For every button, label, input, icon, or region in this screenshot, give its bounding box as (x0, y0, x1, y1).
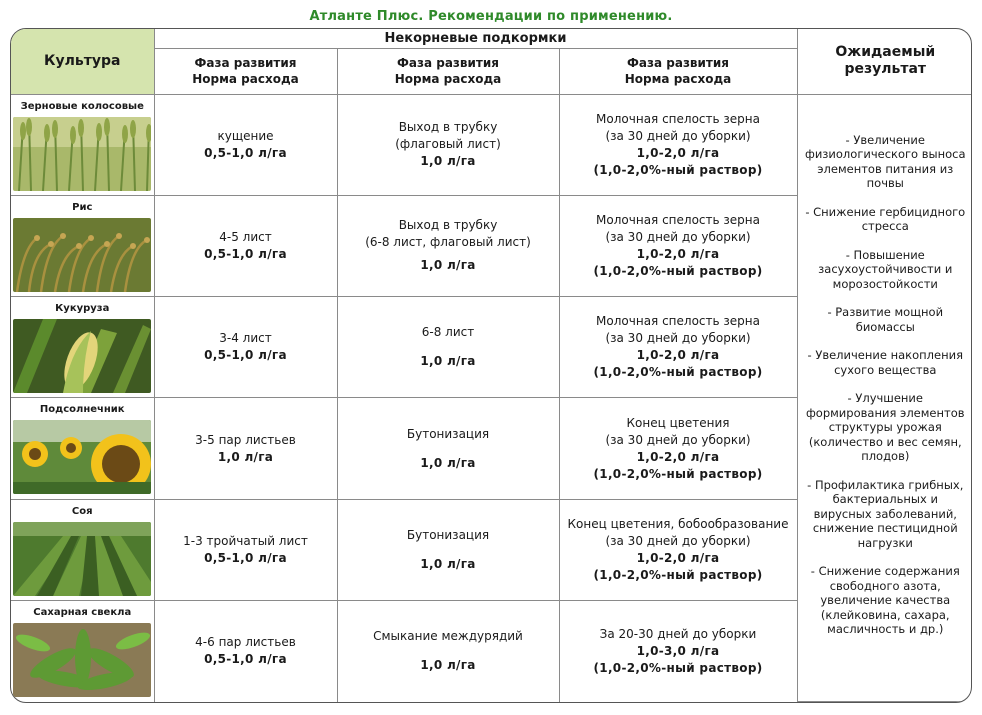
recommendations-table (11, 29, 972, 702)
result-item: - Увеличение физиологического выноса элементов питания из почвы (805, 132, 966, 190)
result-item: - Снижение гербицидного стресса (805, 204, 966, 233)
phase-1-cell: 3-4 лист 0,5-1,0 л/га (154, 297, 337, 398)
crop-cell (11, 499, 154, 600)
crop-name: Подсолнечник (39, 404, 125, 416)
crop-name: Кукуруза (55, 303, 110, 315)
table-row-grain (11, 94, 972, 195)
crop-cell (11, 297, 154, 398)
crop-name: Зерновые колосовые (20, 100, 144, 112)
crop-cell (11, 195, 154, 296)
phase-3-cell: Конец цветения, бобообразование (за 30 дней до уборки) 1,0-2,0 л/га (1,0-2,0%-ный раствор) (559, 499, 797, 600)
phase-3-cell: Молочная спелость зерна (за 30 дней до уборки) 1,0-2,0 л/га (1,0-2,0%-ный раствор) (559, 195, 797, 296)
phase-3-cell: Конец цветения (за 30 дней до уборки) 1,0-2,0 л/га (1,0-2,0%-ный раствор) (559, 398, 797, 499)
phase-1-cell: 3-5 пар листьев 1,0 л/га (154, 398, 337, 499)
wheat-field-image (13, 117, 151, 191)
crop-cell (11, 601, 154, 702)
phase-2-cell: Выход в трубку (флаговый лист) 1,0 л/га (337, 94, 559, 195)
rice-field-image (13, 218, 151, 292)
header-foliar-feeding: Некорневые подкормки (154, 29, 797, 48)
phase-2-cell: Выход в трубку (6-8 лист, флаговый лист) 1,0 л/га (337, 195, 559, 296)
phase-1-cell: 1-3 тройчатый лист 0,5-1,0 л/га (154, 499, 337, 600)
header-phase-1: Фаза развития Норма расхода (154, 48, 337, 94)
phase-1-cell: 4-5 лист 0,5-1,0 л/га (154, 195, 337, 296)
sugar-beet-image (13, 623, 151, 697)
page-title: Атланте Плюс. Рекомендации по применению. (309, 9, 673, 24)
phase-2-cell: Бутонизация 1,0 л/га (337, 499, 559, 600)
phase-2-cell: Смыкание междурядий 1,0 л/га (337, 601, 559, 702)
expected-results-cell (797, 94, 972, 702)
crop-cell (11, 94, 154, 195)
sunflower-image (13, 420, 151, 494)
result-item: - Увеличение накопления сухого вещества (807, 348, 964, 377)
header-expected-result: Ожидаемый результат (797, 29, 972, 94)
recommendations-table-frame (10, 28, 972, 703)
result-item: - Улучшение формирования элементов структуры урожая (количество и вес семян, плодов) (805, 391, 965, 463)
phase-2-cell: Бутонизация 1,0 л/га (337, 398, 559, 499)
phase-1-cell: 4-6 пар листьев 0,5-1,0 л/га (154, 601, 337, 702)
corn-cob-image (13, 319, 151, 393)
header-crop: Культура (11, 29, 154, 94)
soybean-field-image (13, 522, 151, 596)
result-item: - Профилактика грибных, бактериальных и вирусных заболеваний, снижение пестицидной нагрузки (807, 477, 964, 550)
crop-name: Сахарная свекла (33, 607, 132, 619)
crop-name: Рис (72, 201, 93, 213)
crop-cell (11, 398, 154, 499)
crop-name: Соя (71, 505, 93, 517)
header-phase-2: Фаза развития Норма расхода (337, 48, 559, 94)
result-item: - Повышение засухоустойчивости и морозостойкости (818, 247, 953, 291)
phase-3-cell: Молочная спелость зерна (за 30 дней до уборки) 1,0-2,0 л/га (1,0-2,0%-ный раствор) (559, 297, 797, 398)
phase-3-cell: За 20-30 дней до уборки 1,0-3,0 л/га (1,0-2,0%-ный раствор) (559, 601, 797, 702)
phase-3-cell: Молочная спелость зерна (за 30 дней до уборки) 1,0-2,0 л/га (1,0-2,0%-ный раствор) (559, 94, 797, 195)
phase-2-cell: 6-8 лист 1,0 л/га (337, 297, 559, 398)
phase-1-cell: кущение 0,5-1,0 л/га (154, 94, 337, 195)
result-item: - Снижение содержания свободного азота, увеличение качества (клейковина, сахара, масличность и др.) (810, 564, 960, 636)
result-item: - Развитие мощной биомассы (827, 305, 944, 334)
header-phase-3: Фаза развития Норма расхода (559, 48, 797, 94)
